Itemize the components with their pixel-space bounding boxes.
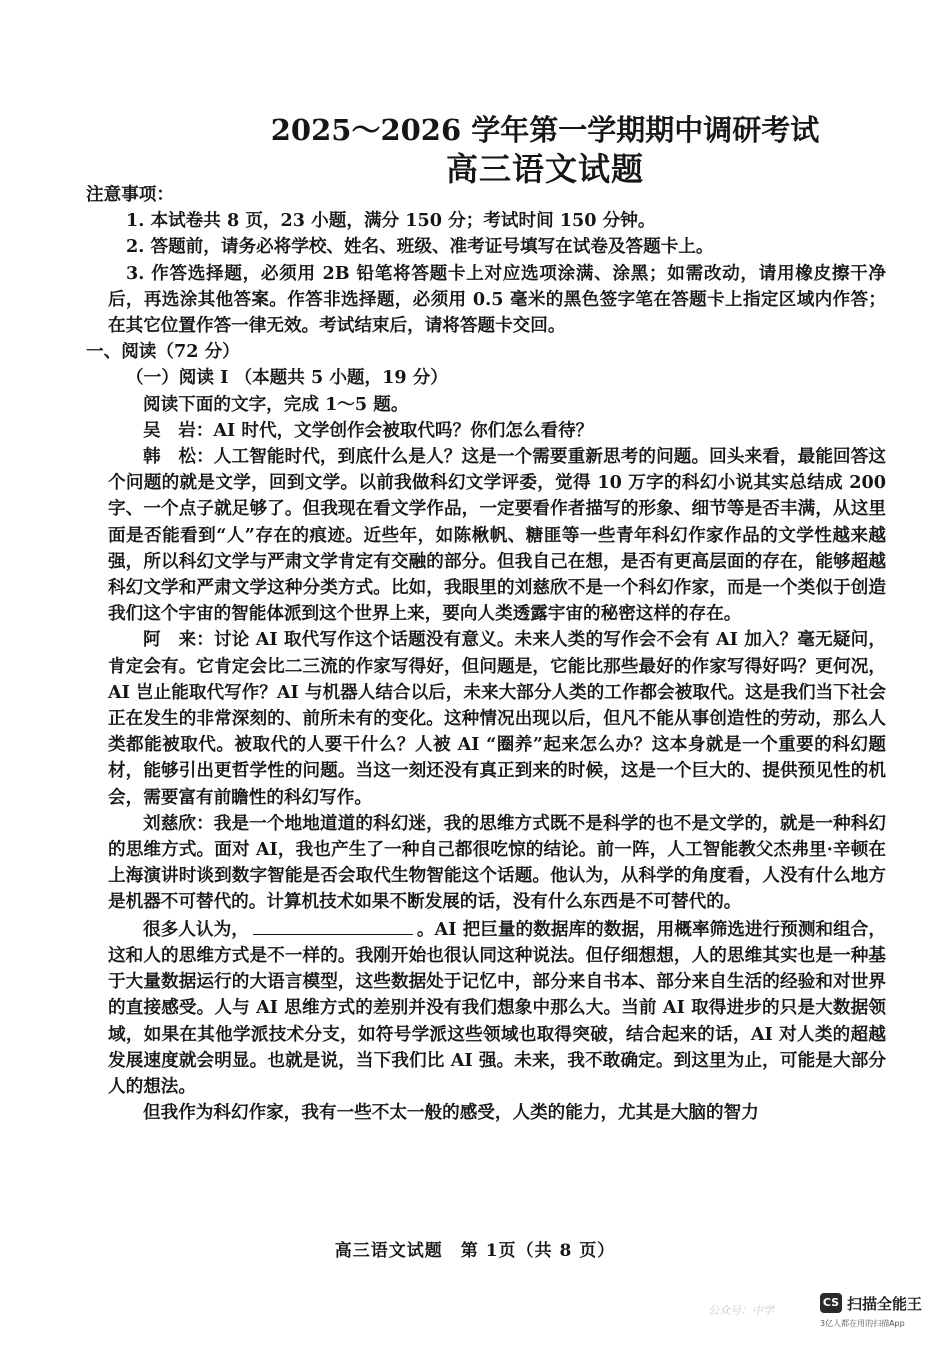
section-subheading: （一）阅读 I （本题共 5 小题，19 分） [126, 367, 448, 389]
exam-title: 2025～2026 学年第一学期期中调研考试 [270, 113, 820, 147]
speaker-han-song: 韩 松： [143, 446, 214, 468]
paragraph-text: 讨论 AI 取代写作这个话题没有意义。未来人类的写作会不会有 AI 加入？毫无疑问，肯定会有。它肯定会比二三流的作家写得好，但问题是，它能比那些最好的作家写得好吗？更何况，AI 岂止能取代写作？AI 与机器人结合以后，未来大部分人类的工作都会被取代。这是我们当下社会正在发生的非常深刻的、前所未有的变化。这种情况出现以后，但凡不能从事创造性的劳动，那么人类都能被取代。被取代的人要干什么？人被 AI “圈养”起来怎么办？这本身就是一个重要的科幻题材，能够引出更哲学性的问题。当这一刻还没有真正到来的时候，这是一个巨大的、提供预见性的机会，需要富有前瞻性的科幻写作。 [108, 629, 886, 808]
speaker-a-lai: 阿 来： [143, 629, 214, 651]
notes-item-2: 2. 答题前，请务必将学校、姓名、班级、准考证号填写在试卷及答题卡上。 [126, 236, 714, 258]
scanner-badge [820, 1291, 950, 1335]
paragraph-liu-cixin [108, 811, 886, 916]
speaker-wu-yan: 吴 岩： [143, 419, 214, 441]
paragraph-wu-yan [108, 418, 886, 444]
watermark-text: 公众号：中学 [708, 1304, 774, 1317]
paragraph-text: AI 时代，文学创作会被取代吗？你们怎么看待？ [213, 419, 594, 441]
scanner-app-name: 扫描全能王 [847, 1295, 923, 1313]
paragraph-a-lai [108, 627, 886, 810]
paragraph-text: 很多人认为， [143, 918, 249, 940]
section-instruction: 阅读下面的文字，完成 1～5 题。 [143, 393, 409, 415]
answer-blank [253, 916, 413, 935]
notes-item-3: 3. 作答选择题，必须用 2B 铅笔将答题卡上对应选项涂满、涂黑；如需改动，请用橡皮擦干净后，再选涂其他答案。作答非选择题，必须用 0.5 毫米的黑色签字笔在答题卡上指定区域内作答；在其它位置作答一律无效。考试结束后，请将答题卡交回。 [108, 262, 886, 337]
paragraph-text: 。AI 把巨量的数据库的数据，用概率筛选进行预测和组合，这和人的思维方式是不一样的。我刚开始也很认同这种说法。但仔细想想，人的思维其实也是一种基于大量数据运行的大语言模型，这些数据处于记忆中，部分来自书本、部分来自生活的经验和对世界的直接感受。人与 AI 思维方式的差别并没有我们想象中那么大。当前 AI 取得进步的只是大数据领域，如果在其他学派技术分支，如符号学派这些领域也取得突破，结合起来的话，AI 对人类的超越发展速度就会明显。也就是说，当下我们比 AI 强。未来，我不敢确定。到这里为止，可能是大部分人的想法。 [108, 918, 886, 1097]
notes-item-1: 1. 本试卷共 8 页，23 小题，满分 150 分；考试时间 150 分钟。 [126, 210, 656, 232]
notes-heading: 注意事项： [86, 184, 174, 205]
exam-subtitle: 高三语文试题 [445, 150, 644, 188]
speaker-liu-cixin: 刘慈欣： [143, 812, 214, 834]
cs-logo-icon: CS [820, 1293, 842, 1313]
paragraph-han-song [108, 444, 886, 627]
paragraph-text: 人工智能时代，到底什么是人？这是一个需要重新思考的问题。回头来看，最能回答这个问题的就是文学，回到文学。以前我做科幻文学评委，觉得 10 万字的科幻小说其实总结成 200 字、一个点子就足够了。但我现在看文学作品，一定要看作者描写的形象、细节等是否丰满，从这里面是否能看到“人”存在的痕迹。近些年，如陈楸帆、糖匪等一些青年科幻作家作品的文学性越来越强，所以科幻文学与严肃文学肯定有交融的部分。但我自己在想，是否有更高层面的存在，能够超越科幻文学和严肃文学这种分类方式。比如，我眼里的刘慈欣不是一个科幻作家，而是一个类似于创造我们这个宇宙的智能体派到这个世界上来，要向人类透露宇宙的秘密这样的存在。 [108, 446, 886, 625]
section-heading: 一、阅读（72 分） [86, 341, 240, 363]
paragraph-continued: 但我作为科幻作家，我有一些不太一般的感受，人类的能力，尤其是大脑的智力 [143, 1102, 759, 1124]
page-footer: 高三语文试题 第 1页（共 8 页） [334, 1241, 616, 1261]
scanner-tagline: 3亿人都在用的扫描App [820, 1319, 905, 1328]
paragraph-fill-blank [108, 916, 886, 1100]
exam-body [86, 182, 886, 1126]
paragraph-text: 我是一个地地道道的科幻迷，我的思维方式既不是科学的也不是文学的，就是一种科幻的思维方式。面对 AI，我也产生了一种自己都很吃惊的结论。前一阵，人工智能教父杰弗里·辛顿在上海演讲时谈到数字智能是否会取代生物智能这个话题。他认为，从科学的角度看，人没有什么地方是机器不可替代的。计算机技术如果不断发展的话，没有什么东西是不可替代的。 [108, 812, 886, 913]
